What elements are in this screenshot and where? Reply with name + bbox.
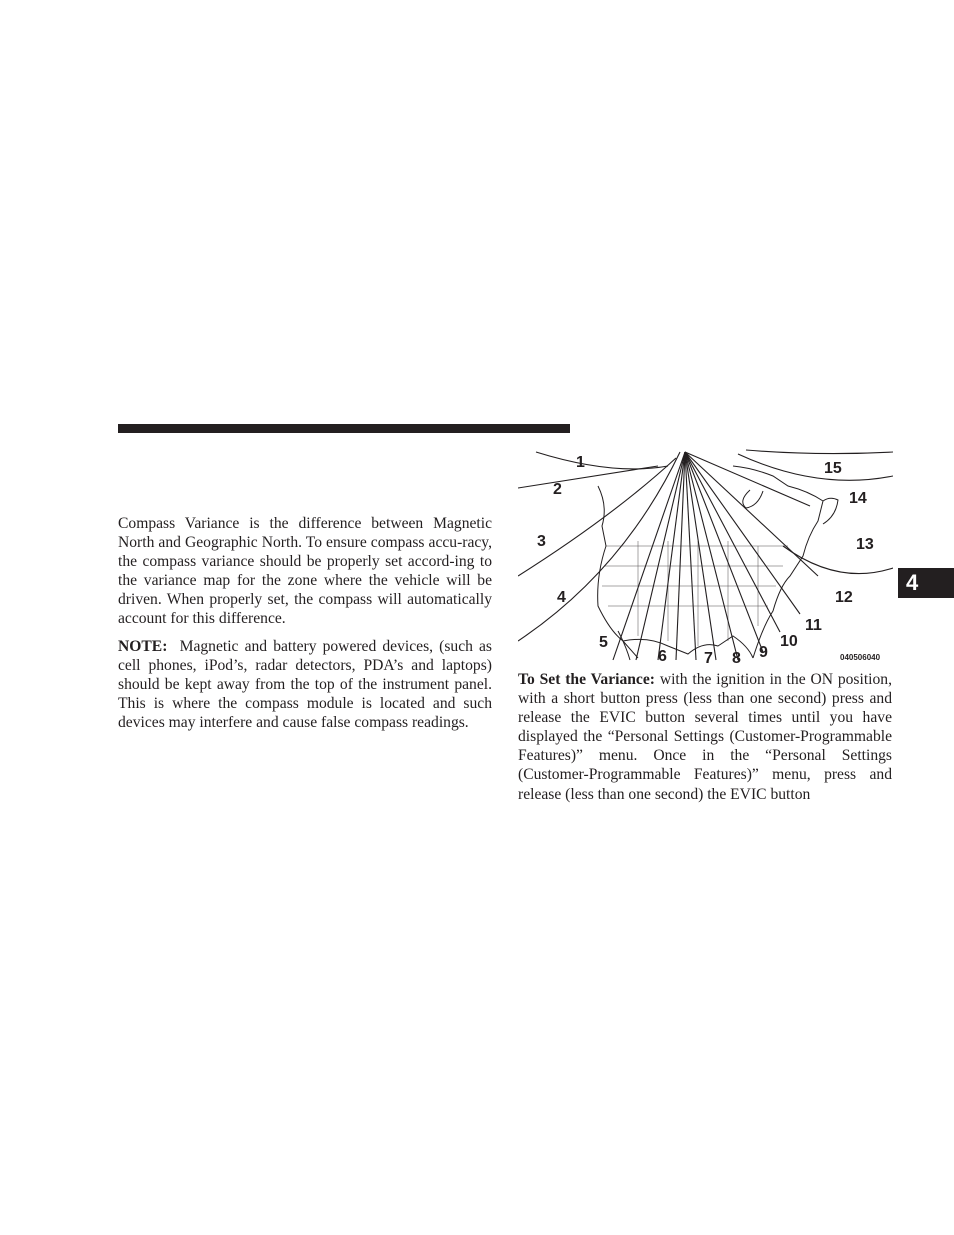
set-variance-label: To Set the Variance: [518, 671, 655, 688]
zone-label-7: 7 [704, 650, 713, 667]
section-header-rule [118, 424, 570, 433]
zone-label-14: 14 [849, 490, 867, 507]
zone-label-11: 11 [805, 617, 822, 634]
set-variance-paragraph [518, 670, 892, 804]
zone-label-6: 6 [658, 648, 667, 665]
zone-label-2: 2 [553, 481, 562, 498]
zone-label-5: 5 [599, 634, 608, 651]
zone-label-12: 12 [835, 589, 853, 606]
left-column [118, 514, 492, 732]
zone-label-3: 3 [537, 533, 546, 550]
variance-paragraph: Compass Variance is the difference between Magnetic North and Geographic North. To ensure compass accu-racy, the compass variance should be properly set accord-ing to the variance map for the zone where the vehicle will be driven. When properly set, the compass will automatically account for this difference. [118, 515, 492, 628]
figure-code: 040506040 [840, 653, 881, 662]
right-column [518, 670, 892, 804]
zone-label-9: 9 [759, 644, 768, 661]
zone-label-1: 1 [576, 454, 585, 471]
zone-label-10: 10 [780, 633, 798, 650]
section-tab: 4 [898, 568, 954, 598]
set-variance-text: with the ignition in the ON position, with a short button press (less than one second) press and release the EVIC button several times until you have displayed the “Personal Settings (Customer-Programmable Features)” menu. Once in the “Personal Settings (Customer-Programmable Features)” menu, press and release (less than one second) the EVIC button [518, 671, 892, 803]
note-label: NOTE: [118, 637, 168, 655]
zone-label-4: 4 [557, 589, 566, 606]
note-text: Magnetic and battery powered devices, (such as cell phones, iPod’s, radar detectors, PDA’s and laptops) should be kept away from the top of the instrument panel. This is where the compass module is located and such devices may interfere and cause false compass readings. [118, 637, 492, 731]
zone-label-8: 8 [732, 650, 741, 667]
note-paragraph [118, 637, 492, 732]
zone-label-15: 15 [824, 460, 842, 477]
zone-label-13: 13 [856, 536, 874, 553]
compass-variance-map [518, 446, 893, 668]
